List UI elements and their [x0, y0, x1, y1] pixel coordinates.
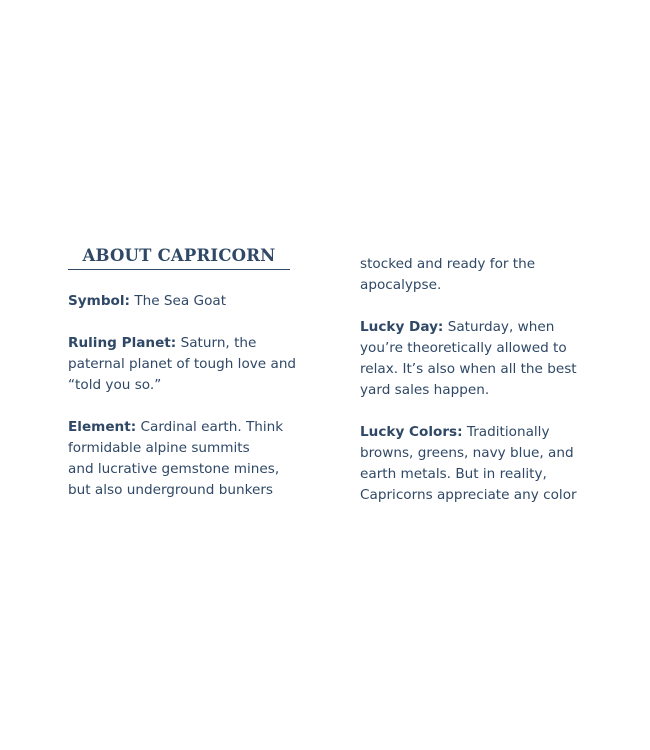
- paragraph-line: Capricorns appreciate any color: [360, 487, 577, 503]
- paragraph-line: [360, 422, 600, 443]
- line-text: The Sea Goat: [134, 293, 227, 309]
- paragraph-line: “told you so.”: [68, 377, 162, 393]
- ruling-planet-label: Ruling Planet:: [68, 335, 177, 351]
- paragraph-line: [68, 333, 308, 354]
- element-label: Element:: [68, 419, 137, 435]
- line-text: Saturday, when: [447, 319, 555, 335]
- paragraph-line: formidable alpine summits: [68, 440, 250, 456]
- paragraph-line: you’re theoretically allowed to: [360, 340, 567, 356]
- paragraph-line: [68, 417, 308, 438]
- line-text: Saturn, the: [180, 335, 257, 351]
- paragraph-line: yard sales happen.: [360, 382, 490, 398]
- paragraph-line: browns, greens, navy blue, and: [360, 445, 574, 461]
- paragraph-line: earth metals. But in reality,: [360, 466, 547, 482]
- paragraph-line: [68, 291, 308, 312]
- lucky-day-paragraph: [360, 317, 600, 401]
- paragraph-line: but also underground bunkers: [68, 482, 273, 498]
- paragraph-line: [360, 317, 600, 338]
- symbol-paragraph: [68, 291, 308, 312]
- paragraph-line: relax. It’s also when all the best: [360, 361, 577, 377]
- symbol-label: Symbol:: [68, 293, 130, 309]
- paragraph-line: and lucrative gemstone mines,: [68, 461, 280, 477]
- element-paragraph: [68, 417, 308, 501]
- left-column: [68, 291, 308, 501]
- lucky-colors-label: Lucky Colors:: [360, 424, 463, 440]
- lucky-colors-paragraph: [360, 422, 600, 506]
- element-continued-paragraph: [360, 254, 600, 296]
- ruling-planet-paragraph: [68, 333, 308, 396]
- section-heading: [68, 246, 290, 270]
- lucky-day-label: Lucky Day:: [360, 319, 444, 335]
- line-text: Cardinal earth. Think: [140, 419, 284, 435]
- paragraph-line: stocked and ready for the: [360, 256, 536, 272]
- right-column: [360, 254, 600, 506]
- section-heading-text: ABOUT CAPRICORN: [82, 246, 276, 265]
- paragraph-line: apocalypse.: [360, 277, 442, 293]
- paragraph-line: paternal planet of tough love and: [68, 356, 297, 372]
- line-text: Traditionally: [466, 424, 550, 440]
